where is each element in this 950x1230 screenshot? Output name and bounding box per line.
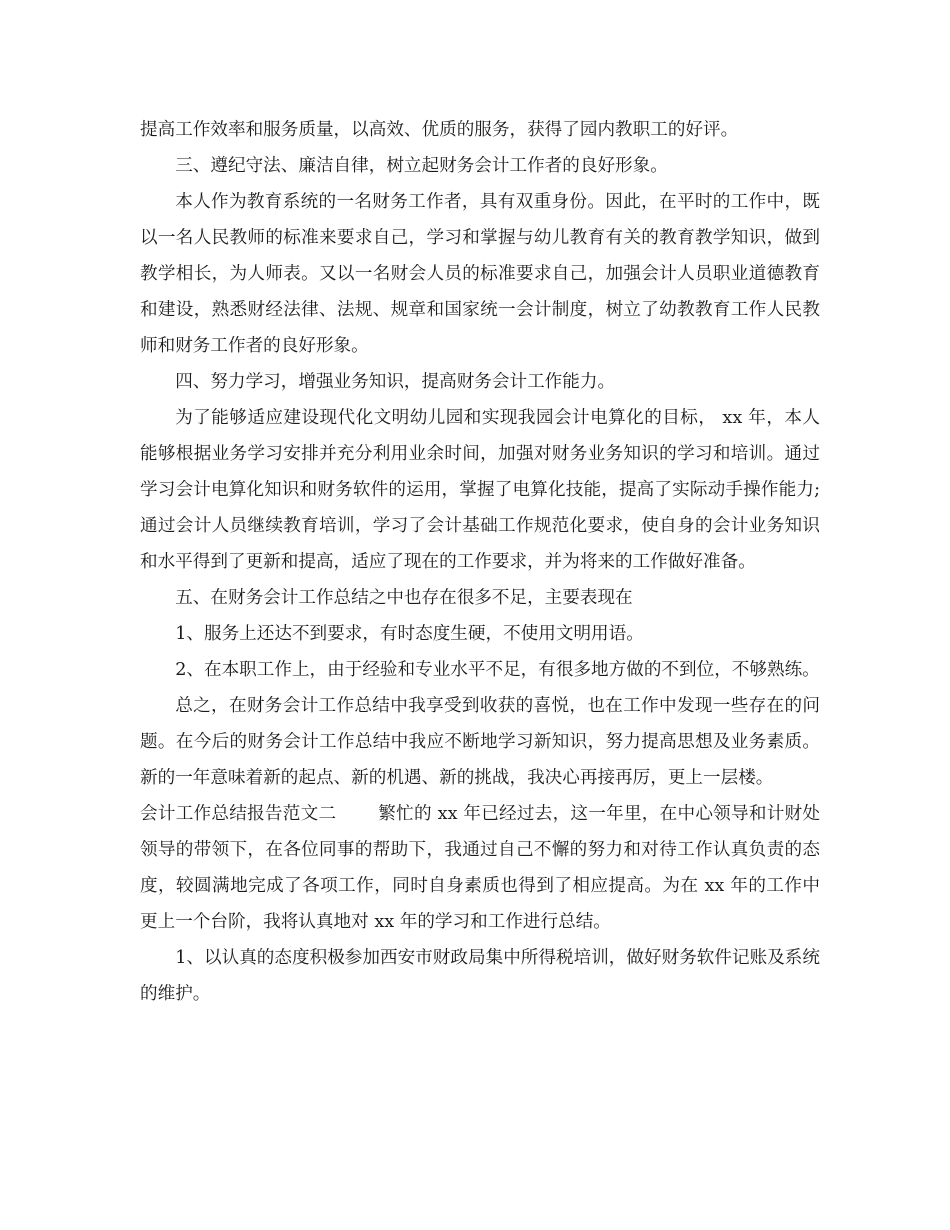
paragraph: 提高工作效率和服务质量，以高效、优质的服务，获得了园内教职工的好评。 xyxy=(140,120,739,140)
list-item: 1、以认真的态度积极参加西安市财政局集中所得税培训，做好财务软件记账及系统的维护。 xyxy=(140,948,820,1004)
list-item: 2、在本职工作上，由于经验和专业水平不足，有很多地方做的不到位，不够熟练。 xyxy=(175,660,820,680)
section-heading-five: 五、在财务会计工作总结之中也存在很多不足，主要表现在 xyxy=(175,588,633,608)
section-heading-four: 四、努力学习，增强业务知识，提高财务会计工作能力。 xyxy=(175,372,616,392)
document-body xyxy=(140,112,820,1012)
paragraph: 总之，在财务会计工作总结中我享受到收获的喜悦，也在工作中发现一些存在的问题。在今后的财务会计工作总结中我应不断地学习新知识，努力提高思想及业务素质。新的一年意味着新的起点、新的机遇、新的挑战，我决心再接再厉，更上一层楼。 xyxy=(140,696,820,788)
paragraph: 为了能够适应建设现代化文明幼儿园和实现我园会计电算化的目标， xx 年，本人能够根据业务学习安排并充分利用业余时间，加强对财务业务知识的学习和培训。通过学习会计电算化知识和财务软件的运用，掌握了电算化技能，提高了实际动手操作能力;通过会计人员继续教育培训，学习了会计基础工作规范化要求，使自身的会计业务知识和水平得到了更新和提高，适应了现在的工作要求，并为将来的工作做好准备。 xyxy=(140,408,820,572)
list-item: 1、服务上还达不到要求，有时态度生硬，不使用文明用语。 xyxy=(175,624,644,644)
section-heading-three: 三、遵纪守法、廉洁自律，树立起财务会计工作者的良好形象。 xyxy=(175,156,668,176)
section-two-body: 繁忙的 xx 年已经过去，这一年里，在中心领导和计财处领导的带领下，在各位同事的帮助下，我通过自己不懈的努力和对待工作认真负责的态度，较圆满地完成了各项工作，同时自身素质也得到了相应提高。为在 xx 年的工作中更上一个台阶，我将认真地对 xx 年的学习和工作进行总结。 xyxy=(140,804,820,932)
section-two-heading: 会计工作总结报告范文二 xyxy=(140,804,337,824)
section-two-paragraph xyxy=(140,796,820,940)
paragraph: 本人作为教育系统的一名财务工作者，具有双重身份。因此，在平时的工作中，既以一名人民教师的标准来要求自己，学习和掌握与幼儿教育有关的教育教学知识，做到教学相长，为人师表。又以一名财会人员的标准要求自己，加强会计人员职业道德教育和建设，熟悉财经法律、法规、规章和国家统一会计制度，树立了幼教教育工作人民教师和财务工作者的良好形象。 xyxy=(140,192,820,356)
